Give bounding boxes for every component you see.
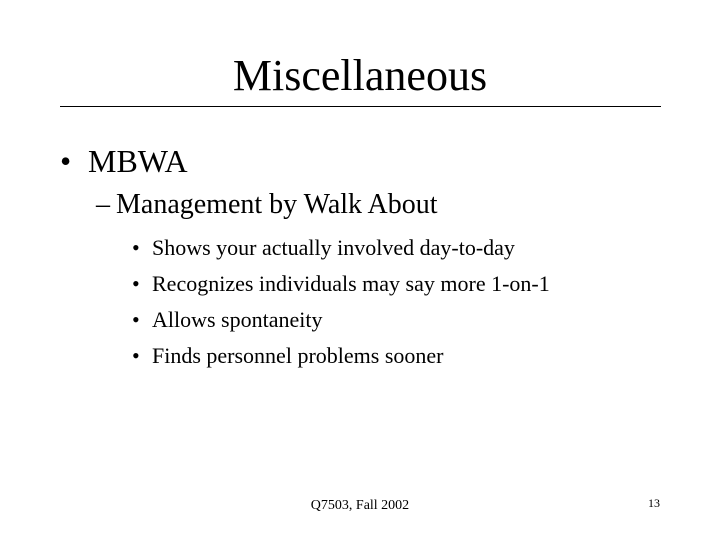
- dash-marker: –: [96, 189, 110, 220]
- bullet-level1-text: MBWA: [88, 143, 188, 179]
- bullet-marker: •: [132, 343, 140, 368]
- bullet-marker: •: [60, 143, 72, 179]
- list-item: [132, 266, 550, 302]
- bullet-marker: •: [132, 271, 140, 296]
- bullet-marker: •: [132, 307, 140, 332]
- list-item-text: Finds personnel problems sooner: [152, 343, 444, 368]
- slide-title: Miscellaneous: [232, 51, 488, 100]
- bullet-marker: •: [132, 235, 140, 260]
- bullet-level3-list: [132, 230, 550, 374]
- slide-footer: Q7503, Fall 2002: [310, 498, 410, 513]
- bullet-level2-text: Management by Walk About: [116, 189, 438, 220]
- page-number: 13: [648, 496, 660, 510]
- list-item-text: Shows your actually involved day-to-day: [152, 235, 515, 260]
- bullet-level1: [60, 142, 188, 180]
- list-item-text: Allows spontaneity: [152, 307, 323, 332]
- list-item: [132, 302, 550, 338]
- list-item: [132, 230, 550, 266]
- bullet-level2: [96, 188, 438, 222]
- title-divider: [60, 106, 661, 107]
- list-item-text: Recognizes individuals may say more 1-on-1: [152, 271, 550, 296]
- list-item: [132, 338, 550, 374]
